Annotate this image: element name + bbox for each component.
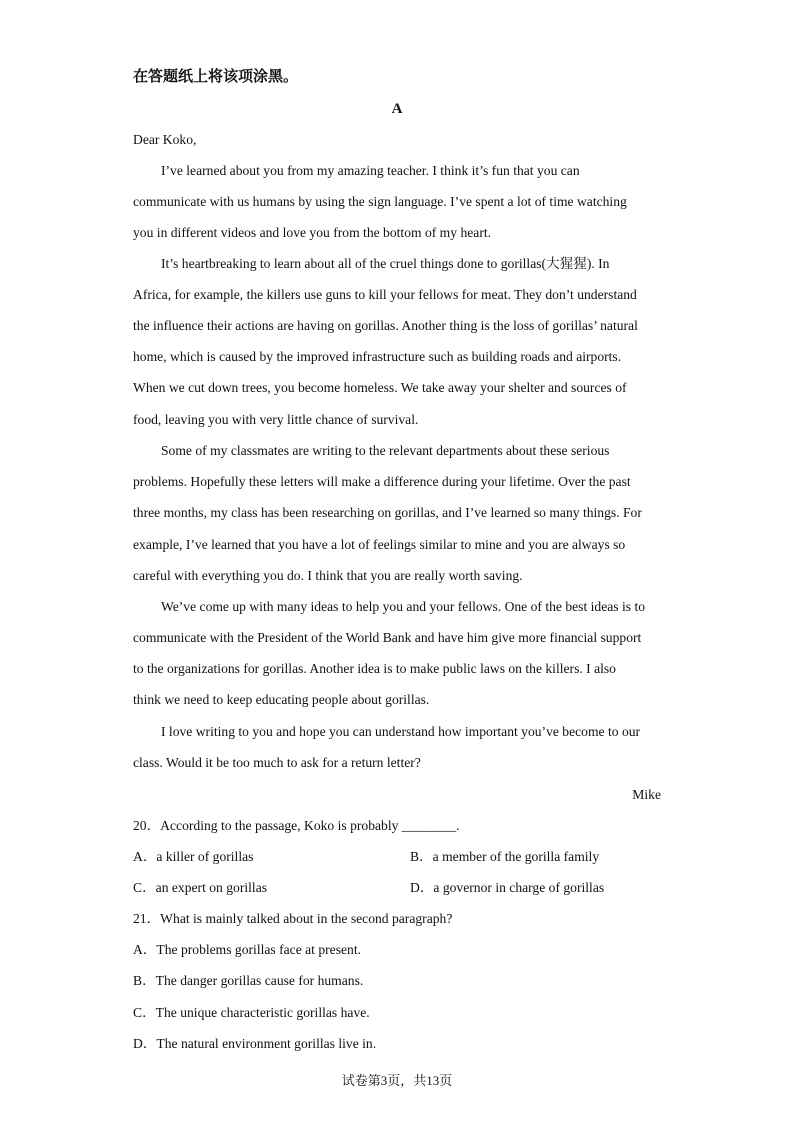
answer-option-b: B．a member of the gorilla family	[410, 849, 600, 864]
letter-line: It’s heartbreaking to learn about all of the cruel things done to gorillas(大猩猩). In	[161, 256, 610, 271]
letter-line: class. Would it be too much to ask for a return letter?	[133, 755, 421, 770]
answer-option-b: B．The danger gorillas cause for humans.	[133, 973, 364, 988]
answer-option-d: D．a governor in charge of gorillas	[410, 880, 605, 895]
letter-line: I’ve learned about you from my amazing teacher. I think it’s fun that you can	[161, 163, 580, 178]
letter-line: Africa, for example, the killers use guns to kill your fellows for meat. They don’t understand	[133, 287, 637, 302]
answer-option-c: C．The unique characteristic gorillas have.	[133, 1005, 370, 1020]
question-stem: 21．What is mainly talked about in the second paragraph?	[133, 911, 453, 926]
letter-line: problems. Hopefully these letters will make a difference during your lifetime. Over the past	[133, 474, 631, 489]
letter-signature: Mike	[632, 787, 661, 802]
letter-line: We’ve come up with many ideas to help you and your fellows. One of the best ideas is to	[161, 599, 646, 614]
letter-line: I love writing to you and hope you can understand how important you’ve become to our	[161, 724, 641, 739]
letter-line: you in different videos and love you from the bottom of my heart.	[133, 225, 492, 240]
letter-line: communicate with the President of the World Bank and have him give more financial support	[133, 630, 642, 645]
letter-line: the influence their actions are having on gorillas. Another thing is the loss of gorillas’ natural	[133, 318, 638, 333]
answer-option-a: A．a killer of gorillas	[133, 849, 254, 864]
answer-option-c: C．an expert on gorillas	[133, 880, 268, 895]
letter-line: to the organizations for gorillas. Another idea is to make public laws on the killers. I also	[133, 661, 616, 676]
letter-line: example, I’ve learned that you have a lot of feelings similar to mine and you are always so	[133, 537, 626, 552]
letter-line: think we need to keep educating people about gorillas.	[133, 692, 430, 707]
question-stem: 20．According to the passage, Koko is probably ________.	[133, 818, 460, 833]
section-title: A	[391, 101, 403, 117]
letter-line: careful with everything you do. I think that you are really worth saving.	[133, 568, 523, 583]
letter-line: three months, my class has been researching on gorillas, and I’ve learned so many things. For	[133, 505, 642, 520]
letter-line: Some of my classmates are writing to the relevant departments about these serious	[161, 443, 610, 458]
letter-line: food, leaving you with very little chance of survival.	[133, 412, 419, 427]
letter-line: When we cut down trees, you become homeless. We take away your shelter and sources of	[133, 380, 627, 395]
letter-salutation: Dear Koko,	[133, 132, 197, 147]
letter-line: home, which is caused by the improved infrastructure such as building roads and airports.	[133, 349, 622, 364]
answer-option-a: A．The problems gorillas face at present.	[133, 942, 361, 957]
instruction-text: 在答题纸上将该项涂黑。	[133, 67, 299, 85]
page-footer: 试卷第3页，共13页	[341, 1073, 453, 1088]
answer-option-d: D．The natural environment gorillas live in.	[133, 1036, 377, 1051]
letter-line: communicate with us humans by using the sign language. I’ve spent a lot of time watching	[133, 194, 627, 209]
